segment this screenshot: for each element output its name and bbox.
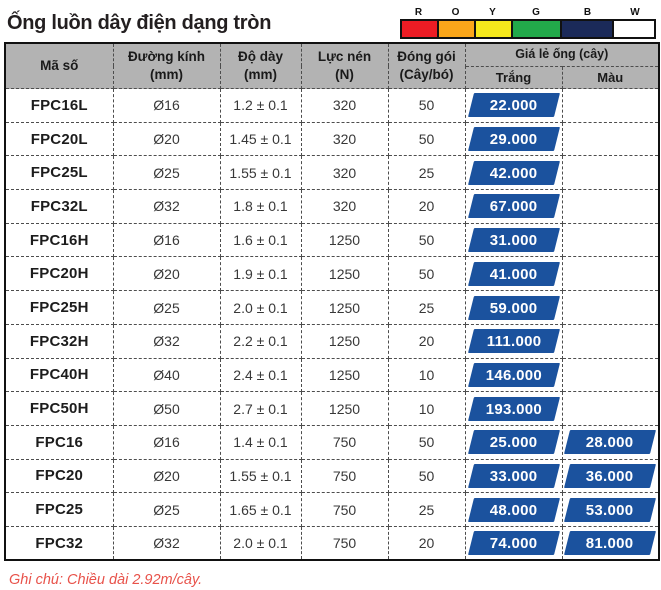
table-row — [5, 122, 659, 156]
legend-swatch-w — [614, 21, 654, 37]
force-cell: 750 — [301, 493, 388, 527]
thickness-cell: 2.0 ± 0.1 — [220, 291, 301, 325]
legend-swatch-o — [439, 21, 476, 37]
thickness-cell: 1.45 ± 0.1 — [220, 122, 301, 156]
force-cell: 1250 — [301, 257, 388, 291]
packing-cell: 20 — [388, 190, 465, 224]
price-badge-white: 193.000 — [468, 397, 560, 421]
diameter-cell: Ø40 — [113, 358, 220, 392]
price-color-cell — [562, 122, 659, 156]
code-cell: FPC25 — [5, 493, 113, 527]
table-row — [5, 526, 659, 560]
packing-cell: 50 — [388, 89, 465, 123]
diameter-cell: Ø20 — [113, 257, 220, 291]
thickness-cell: 1.6 ± 0.1 — [220, 223, 301, 257]
thickness-cell: 1.9 ± 0.1 — [220, 257, 301, 291]
price-white-cell — [465, 190, 562, 224]
table-row — [5, 493, 659, 527]
price-color-cell — [562, 291, 659, 325]
price-white-cell — [465, 89, 562, 123]
price-badge-white: 41.000 — [468, 262, 560, 286]
diameter-cell: Ø25 — [113, 156, 220, 190]
top-bar — [3, 4, 658, 40]
packing-cell: 25 — [388, 493, 465, 527]
force-cell: 750 — [301, 459, 388, 493]
table-row — [5, 459, 659, 493]
force-cell: 750 — [301, 526, 388, 560]
price-color-cell — [562, 425, 659, 459]
code-cell: FPC16H — [5, 223, 113, 257]
table-row — [5, 392, 659, 426]
diameter-cell: Ø50 — [113, 392, 220, 426]
thickness-cell: 2.0 ± 0.1 — [220, 526, 301, 560]
legend-letter-y: Y — [489, 7, 496, 18]
thickness-cell: 1.65 ± 0.1 — [220, 493, 301, 527]
price-color-cell — [562, 223, 659, 257]
table-row — [5, 156, 659, 190]
thickness-cell: 2.7 ± 0.1 — [220, 392, 301, 426]
thickness-cell: 1.2 ± 0.1 — [220, 89, 301, 123]
diameter-cell: Ø25 — [113, 291, 220, 325]
price-badge-white: 22.000 — [468, 93, 560, 117]
price-white-cell — [465, 493, 562, 527]
force-cell: 1250 — [301, 392, 388, 426]
price-badge-white: 111.000 — [468, 329, 560, 353]
price-white-cell — [465, 291, 562, 325]
diameter-cell: Ø20 — [113, 122, 220, 156]
col-header-code: Mã số — [5, 43, 113, 89]
price-white-cell — [465, 156, 562, 190]
col-header-diameter: Đường kính (mm) — [113, 43, 220, 89]
col-header-price-white: Trắng — [465, 66, 562, 89]
color-legend-letters — [400, 6, 656, 19]
price-badge-color: 28.000 — [564, 430, 656, 454]
packing-cell: 25 — [388, 156, 465, 190]
price-badge-white: 33.000 — [468, 464, 560, 488]
table-row — [5, 223, 659, 257]
thickness-cell: 1.55 ± 0.1 — [220, 156, 301, 190]
code-cell: FPC16L — [5, 89, 113, 123]
code-cell: FPC20H — [5, 257, 113, 291]
price-badge-white: 29.000 — [468, 127, 560, 151]
force-cell: 1250 — [301, 324, 388, 358]
price-badge-white: 67.000 — [468, 194, 560, 218]
price-white-cell — [465, 459, 562, 493]
price-color-cell — [562, 459, 659, 493]
force-cell: 320 — [301, 89, 388, 123]
price-white-cell — [465, 324, 562, 358]
table-row — [5, 358, 659, 392]
diameter-cell: Ø32 — [113, 526, 220, 560]
packing-cell: 20 — [388, 526, 465, 560]
price-badge-white: 48.000 — [468, 498, 560, 522]
table-row — [5, 89, 659, 123]
price-badge-white: 146.000 — [468, 363, 560, 387]
code-cell: FPC32H — [5, 324, 113, 358]
price-white-cell — [465, 223, 562, 257]
col-header-packing: Đóng gói (Cây/bó) — [388, 43, 465, 89]
table-row — [5, 257, 659, 291]
code-cell: FPC20 — [5, 459, 113, 493]
code-cell: FPC16 — [5, 425, 113, 459]
force-cell: 1250 — [301, 291, 388, 325]
legend-swatch-r — [402, 21, 439, 37]
packing-cell: 50 — [388, 223, 465, 257]
price-color-cell — [562, 493, 659, 527]
price-color-cell — [562, 526, 659, 560]
price-badge-white: 31.000 — [468, 228, 560, 252]
code-cell: FPC25H — [5, 291, 113, 325]
legend-letter-w: W — [630, 7, 640, 18]
thickness-cell: 1.55 ± 0.1 — [220, 459, 301, 493]
thickness-cell: 1.8 ± 0.1 — [220, 190, 301, 224]
table-row — [5, 425, 659, 459]
table-row — [5, 190, 659, 224]
price-color-cell — [562, 257, 659, 291]
packing-cell: 10 — [388, 358, 465, 392]
force-cell: 320 — [301, 190, 388, 224]
packing-cell: 20 — [388, 324, 465, 358]
price-badge-white: 42.000 — [468, 161, 560, 185]
legend-letter-r: R — [414, 7, 423, 18]
diameter-cell: Ø32 — [113, 324, 220, 358]
price-color-cell — [562, 392, 659, 426]
price-white-cell — [465, 358, 562, 392]
diameter-cell: Ø20 — [113, 459, 220, 493]
legend-letter-b: B — [583, 7, 592, 18]
price-badge-white: 25.000 — [468, 430, 560, 454]
packing-cell: 25 — [388, 291, 465, 325]
legend-swatch-b — [562, 21, 614, 37]
table-row — [5, 324, 659, 358]
table-body — [5, 89, 659, 561]
price-badge-color: 36.000 — [564, 464, 656, 488]
code-cell: FPC32 — [5, 526, 113, 560]
legend-letter-g: G — [532, 7, 540, 18]
diameter-cell: Ø16 — [113, 425, 220, 459]
table-row — [5, 291, 659, 325]
price-white-cell — [465, 526, 562, 560]
price-white-cell — [465, 425, 562, 459]
diameter-cell: Ø32 — [113, 190, 220, 224]
color-legend-swatches — [400, 19, 656, 39]
force-cell: 1250 — [301, 223, 388, 257]
code-cell: FPC32L — [5, 190, 113, 224]
page-title: Ống luồn dây điện dạng tròn — [7, 12, 272, 34]
packing-cell: 50 — [388, 257, 465, 291]
legend-swatch-y — [476, 21, 513, 37]
col-header-price-group: Giá lẻ ống (cây) — [465, 43, 659, 66]
thickness-cell: 2.4 ± 0.1 — [220, 358, 301, 392]
legend-letter-o: O — [451, 7, 460, 18]
code-cell: FPC40H — [5, 358, 113, 392]
force-cell: 320 — [301, 122, 388, 156]
price-white-cell — [465, 257, 562, 291]
price-badge-white: 59.000 — [468, 296, 560, 320]
price-badge-color: 53.000 — [564, 498, 656, 522]
price-color-cell — [562, 324, 659, 358]
col-header-thickness: Độ dày (mm) — [220, 43, 301, 89]
price-white-cell — [465, 392, 562, 426]
price-color-cell — [562, 89, 659, 123]
price-table — [4, 42, 660, 561]
price-color-cell — [562, 190, 659, 224]
diameter-cell: Ø16 — [113, 223, 220, 257]
force-cell: 1250 — [301, 358, 388, 392]
code-cell: FPC25L — [5, 156, 113, 190]
price-badge-white: 74.000 — [468, 531, 560, 555]
price-badge-color: 81.000 — [564, 531, 656, 555]
packing-cell: 50 — [388, 425, 465, 459]
thickness-cell: 1.4 ± 0.1 — [220, 425, 301, 459]
packing-cell: 50 — [388, 122, 465, 156]
code-cell: FPC50H — [5, 392, 113, 426]
table-header — [5, 43, 659, 89]
diameter-cell: Ø16 — [113, 89, 220, 123]
col-header-price-color: Màu — [562, 66, 659, 89]
legend-swatch-g — [513, 21, 562, 37]
price-color-cell — [562, 358, 659, 392]
force-cell: 320 — [301, 156, 388, 190]
thickness-cell: 2.2 ± 0.1 — [220, 324, 301, 358]
packing-cell: 50 — [388, 459, 465, 493]
col-header-force: Lực nén (N) — [301, 43, 388, 89]
footer-note: Ghi chú: Chiều dài 2.92m/cây. — [9, 572, 203, 589]
code-cell: FPC20L — [5, 122, 113, 156]
price-white-cell — [465, 122, 562, 156]
force-cell: 750 — [301, 425, 388, 459]
diameter-cell: Ø25 — [113, 493, 220, 527]
packing-cell: 10 — [388, 392, 465, 426]
price-color-cell — [562, 156, 659, 190]
color-legend — [400, 6, 656, 39]
